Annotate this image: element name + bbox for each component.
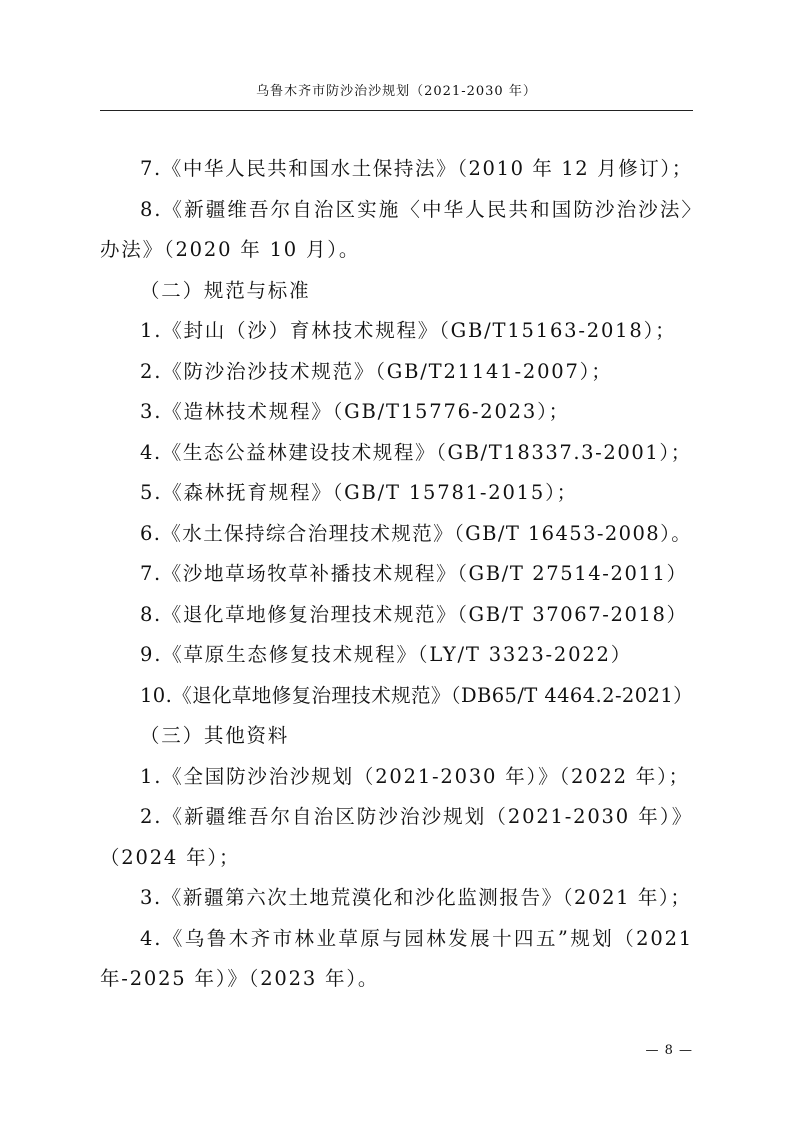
reference-item-4: 4.《乌鲁木齐市林业草原与园林发展十四五”规划（2021 年-2025 年）》（2023 年）。 xyxy=(100,926,693,990)
standard-item-1: 1.《封山（沙）育林技术规程》（GB/T15163-2018）； xyxy=(140,319,677,342)
standard-item-9: 9.《草原生态修复技术规程》（LY/T 3323-2022） xyxy=(140,643,633,666)
running-header-title: 乌鲁木齐市防沙治沙规划（2021-2030 年） xyxy=(256,84,537,99)
page-number: — 8 — xyxy=(645,1043,693,1058)
standard-item-7: 7.《沙地草场牧草补播技术规程》（GB/T 27514-2011） xyxy=(140,562,688,585)
standard-item-5: 5.《森林抚育规程》（GB/T 15781-2015）； xyxy=(140,481,578,504)
standard-item-8: 8.《退化草地修复治理技术规范》（GB/T 37067-2018） xyxy=(140,602,688,626)
reference-item-1: 1.《全国防沙治沙规划（2021-2030 年）》（2022 年）； xyxy=(140,764,690,788)
standard-item-6: 6.《水土保持综合治理技术规范》（GB/T 16453-2008）。 xyxy=(140,521,693,545)
law-item-8: 8.《新疆维吾尔自治区实施〈中华人民共和国防沙治沙法〉办法》（2020 年 10 月）。 xyxy=(100,197,693,261)
standard-item-10: 10.《退化草地修复治理技术规范》（DB65/T 4464.2-2021） xyxy=(140,683,694,707)
reference-item-2: 2.《新疆维吾尔自治区防沙治沙规划（2021-2030 年）》（2024 年）； xyxy=(100,805,693,869)
standard-item-2: 2.《防沙治沙技术规范》（GB/T21141-2007）； xyxy=(140,359,613,383)
header-rule xyxy=(100,110,693,111)
standard-item-4: 4.《生态公益林建设技术规程》（GB/T18337.3-2001）； xyxy=(140,440,692,464)
standard-item-3: 3.《造林技术规程》（GB/T15776-2023）； xyxy=(140,400,570,423)
reference-item-3: 3.《新疆第六次土地荒漠化和沙化监测报告》（2021 年）； xyxy=(140,886,692,909)
document-body xyxy=(100,149,693,1000)
law-item-7: 7.《中华人民共和国水土保持法》（2010 年 12 月修订）； xyxy=(140,157,693,180)
section-heading-other-materials: （三）其他资料 xyxy=(140,724,290,747)
section-heading-standards: （二）规范与标准 xyxy=(140,278,311,302)
